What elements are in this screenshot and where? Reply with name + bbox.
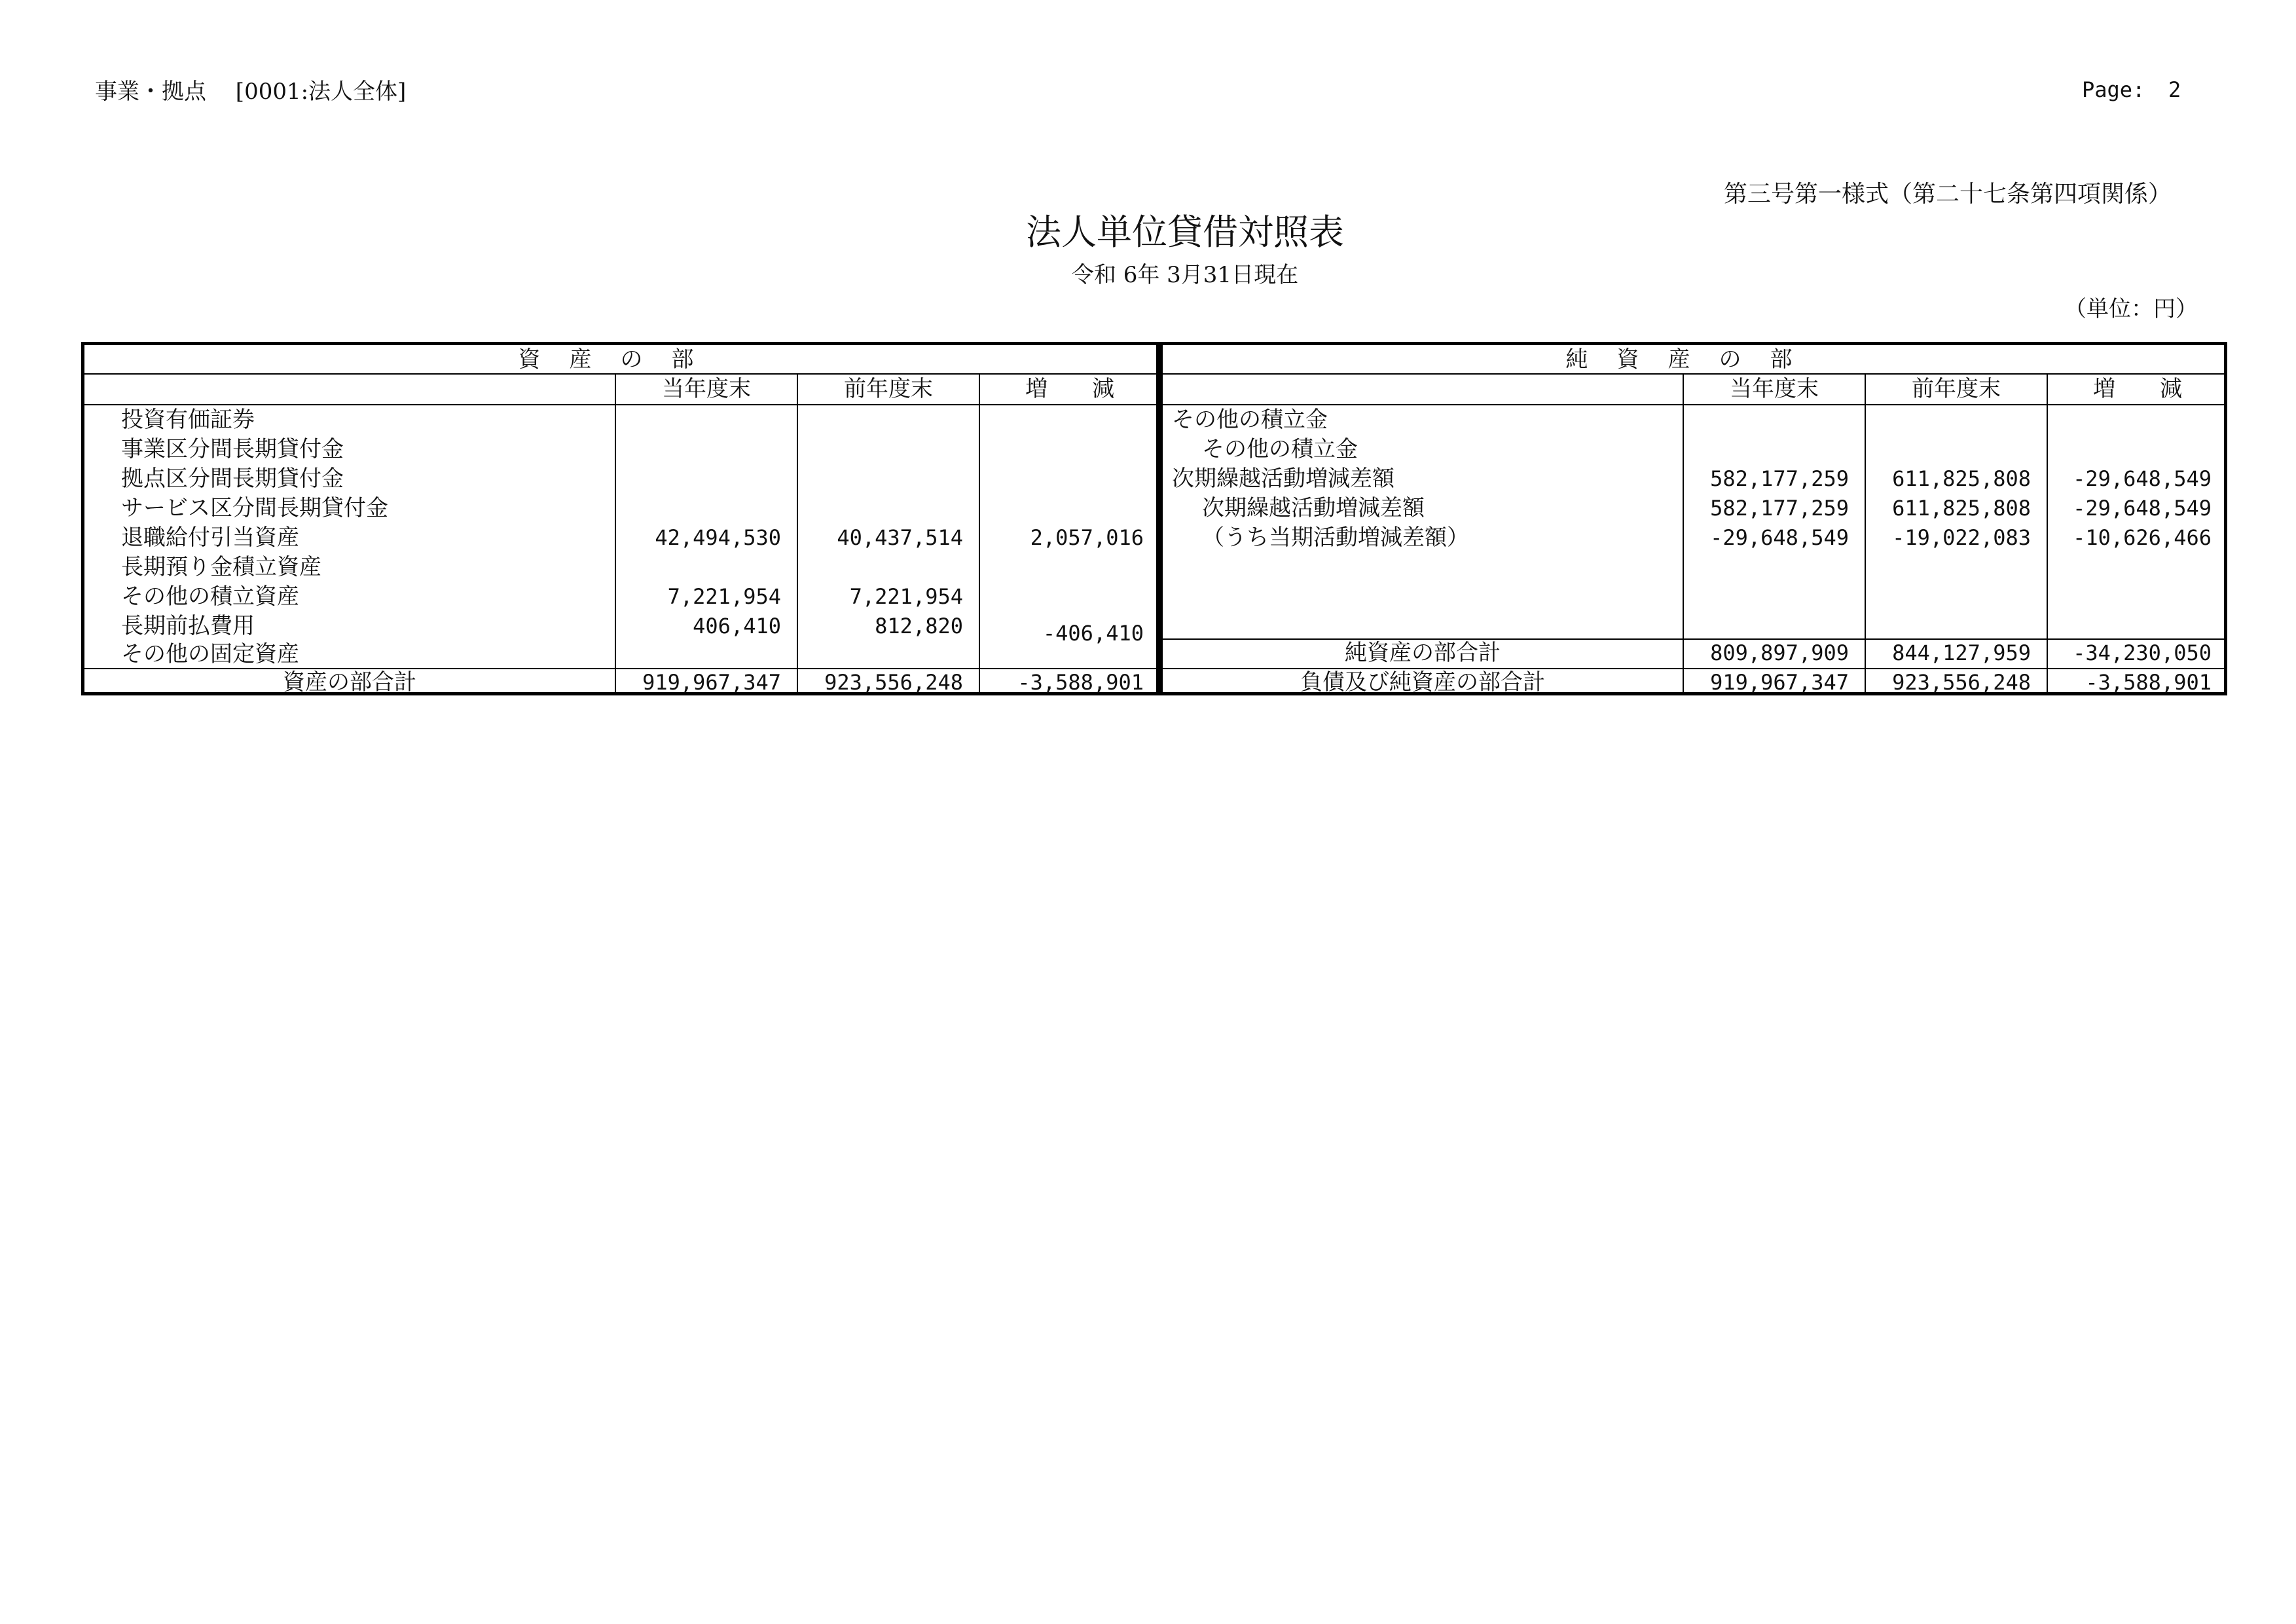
cell-current: -29,648,549 — [1710, 525, 1849, 550]
row-label: 事業区分間長期貸付金 — [121, 436, 344, 462]
row-label: 拠点区分間長期貸付金 — [121, 466, 344, 492]
cell-previous: -19,022,083 — [1892, 525, 2031, 550]
column-header-current: 当年度末 — [662, 376, 751, 402]
subtotal-label: 純資産の部合計 — [1345, 640, 1501, 666]
cell-current: 42,494,530 — [655, 525, 781, 550]
total-current: 919,967,347 — [1710, 670, 1849, 695]
column-header-previous: 前年度末 — [1912, 376, 2001, 402]
cell-previous: 611,825,808 — [1892, 496, 2031, 521]
header-entity: 事業・拠点 [0001:法人全体] — [95, 79, 407, 105]
cell-change: -29,648,549 — [2073, 466, 2212, 491]
cell-current: 7,221,954 — [667, 584, 781, 609]
form-reference: 第三号第一様式（第二十七条第四項関係） — [1723, 181, 2172, 208]
total-label: 資産の部合計 — [283, 669, 416, 695]
cell-current: 406,410 — [693, 614, 781, 638]
total-change: -3,588,901 — [2085, 670, 2212, 695]
assets-section-title: 資産の部 — [84, 345, 1156, 375]
cell-change: -406,410 — [1042, 621, 1144, 646]
row-label: その他の積立金 — [1172, 407, 1328, 433]
subtotal-previous: 844,127,959 — [1892, 640, 2031, 665]
column-header-change: 増 減 — [2093, 376, 2182, 402]
total-label: 負債及び純資産の部合計 — [1300, 669, 1545, 695]
cell-previous: 40,437,514 — [837, 525, 963, 550]
row-label: その他の積立資産 — [121, 583, 299, 610]
unit-note: （単位：円） — [2064, 296, 2198, 322]
row-label: 長期前払費用 — [121, 613, 255, 639]
total-current: 919,967,347 — [642, 670, 781, 695]
row-label: 投資有価証券 — [121, 407, 255, 433]
row-label: 次期繰越活動増減差額 — [1202, 495, 1425, 521]
cell-change: -29,648,549 — [2073, 496, 2212, 521]
column-header-previous: 前年度末 — [844, 376, 933, 402]
row-label: その他の固定資産 — [121, 641, 299, 667]
row-label: その他の積立金 — [1202, 436, 1358, 462]
page-label: Page: — [2082, 77, 2145, 102]
column-header-change: 増 減 — [1025, 376, 1114, 402]
subtotal-current: 809,897,909 — [1710, 640, 1849, 665]
subtotal-change: -34,230,050 — [2073, 640, 2212, 665]
row-label: 次期繰越活動増減差額 — [1172, 466, 1394, 492]
cell-current: 582,177,259 — [1710, 496, 1849, 521]
cell-previous: 812,820 — [875, 614, 963, 638]
total-previous: 923,556,248 — [824, 670, 963, 695]
net-assets-table — [1159, 342, 2227, 695]
cell-change: -10,626,466 — [2073, 525, 2212, 550]
total-change: -3,588,901 — [1017, 670, 1144, 695]
cell-current: 582,177,259 — [1710, 466, 1849, 491]
row-label: 長期預り金積立資産 — [121, 554, 321, 580]
column-header-current: 当年度末 — [1730, 376, 1819, 402]
cell-previous: 7,221,954 — [849, 584, 963, 609]
page-number: 2 — [2168, 77, 2181, 102]
row-label: サービス区分間長期貸付金 — [121, 495, 388, 521]
row-label: 退職給付引当資産 — [121, 525, 299, 551]
document-title: 法人単位貸借対照表 — [1026, 212, 1344, 253]
cell-previous: 611,825,808 — [1892, 466, 2031, 491]
row-label: （うち当期活動増減差額） — [1202, 525, 1469, 551]
document-date: 令和 6年 3月31日現在 — [1071, 262, 1299, 288]
net-assets-section-title: 純資産の部 — [1163, 345, 2224, 375]
assets-table — [81, 342, 1159, 695]
cell-change: 2,057,016 — [1030, 525, 1144, 550]
total-previous: 923,556,248 — [1892, 670, 2031, 695]
